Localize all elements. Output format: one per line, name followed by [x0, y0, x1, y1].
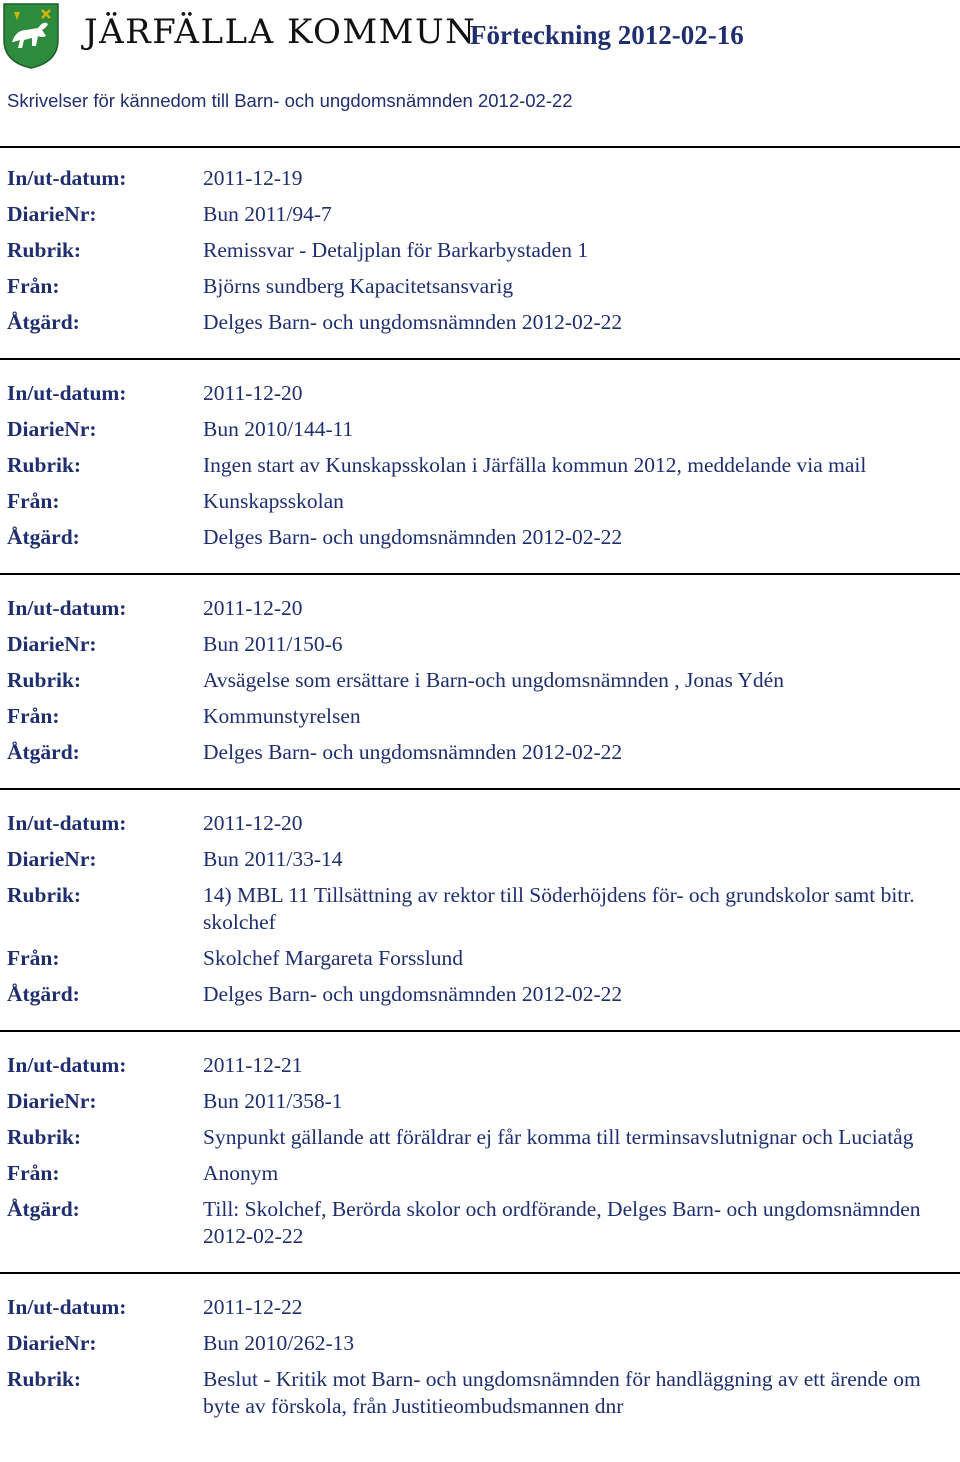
rubrik-label: Rubrik:: [7, 883, 82, 907]
atgard-value: Delges Barn- och ungdomsnämnden 2012-02-22: [203, 525, 623, 549]
document-header: [0, 0, 960, 80]
date-value: 2011-12-21: [203, 1053, 303, 1077]
fran-value: Kommunstyrelsen: [203, 704, 361, 728]
atgard-value: Till: Skolchef, Berörda skolor och ordförande, Delges Barn- och ungdomsnämnden 2012-02-22: [203, 1197, 921, 1248]
fran-label: Från:: [7, 1161, 60, 1185]
diarie-value: Bun 2011/94-7: [203, 202, 332, 226]
date-label: In/ut-datum:: [7, 381, 127, 405]
diarie-label: DiarieNr:: [7, 202, 97, 226]
diarie-label: DiarieNr:: [7, 847, 97, 871]
date-label: In/ut-datum:: [7, 1295, 127, 1319]
fran-label: Från:: [7, 274, 60, 298]
rubrik-value: Avsägelse som ersättare i Barn-och ungdomsnämnden , Jonas Ydén: [203, 668, 784, 692]
atgard-label: Åtgärd:: [7, 310, 80, 334]
record-item: [0, 1294, 960, 1442]
document-subtitle: Skrivelser för kännedom till Barn- och ungdomsnämnden 2012-02-22: [7, 90, 573, 111]
atgard-label: Åtgärd:: [7, 740, 80, 764]
date-label: In/ut-datum:: [7, 811, 127, 835]
diarie-value: Bun 2011/150-6: [203, 632, 343, 656]
fran-value: Skolchef Margareta Forsslund: [203, 946, 463, 970]
fran-value: Kunskapsskolan: [203, 489, 344, 513]
date-value: 2011-12-19: [203, 166, 303, 190]
rubrik-value: Remissvar - Detaljplan för Barkarbystaden 1: [203, 238, 589, 262]
diarie-label: DiarieNr:: [7, 417, 97, 441]
atgard-value: Delges Barn- och ungdomsnämnden 2012-02-22: [203, 310, 623, 334]
atgard-label: Åtgärd:: [7, 525, 80, 549]
atgard-value: Delges Barn- och ungdomsnämnden 2012-02-22: [203, 740, 623, 764]
diarie-label: DiarieNr:: [7, 1331, 97, 1355]
record-item: [0, 380, 960, 575]
document-title: Förteckning 2012-02-16: [470, 20, 744, 50]
date-label: In/ut-datum:: [7, 1053, 127, 1077]
fran-label: Från:: [7, 489, 60, 513]
date-value: 2011-12-20: [203, 381, 303, 405]
diarie-label: DiarieNr:: [7, 1089, 97, 1113]
atgard-value: Delges Barn- och ungdomsnämnden 2012-02-22: [203, 982, 623, 1006]
record-item: [0, 595, 960, 790]
rubrik-value: Synpunkt gällande att föräldrar ej får komma till terminsavslutnignar och Luciatåg: [203, 1125, 914, 1149]
rubrik-value: Beslut - Kritik mot Barn- och ungdomsnämnden för handläggning av ett ärende om byte av förskola, från Justitieombudsmannen dnr: [203, 1367, 921, 1418]
atgard-label: Åtgärd:: [7, 982, 80, 1006]
fran-label: Från:: [7, 704, 60, 728]
rubrik-value: 14) MBL 11 Tillsättning av rektor till Söderhöjdens för- och grundskolor samt bitr. skolchef: [203, 883, 915, 934]
date-value: 2011-12-20: [203, 596, 303, 620]
records-list: [0, 165, 960, 1462]
diarie-value: Bun 2011/33-14: [203, 847, 343, 871]
date-label: In/ut-datum:: [7, 596, 127, 620]
rubrik-label: Rubrik:: [7, 1125, 82, 1149]
rubrik-value: Ingen start av Kunskapsskolan i Järfälla kommun 2012, meddelande via mail: [203, 453, 867, 477]
diarie-value: Bun 2010/262-13: [203, 1331, 355, 1355]
record-item: [0, 810, 960, 1032]
rubrik-label: Rubrik:: [7, 1367, 82, 1391]
fran-value: Björns sundberg Kapacitetsansvarig: [203, 274, 514, 298]
fran-value: Anonym: [203, 1161, 279, 1185]
municipality-name: JÄRFÄLLA KOMMUN: [84, 12, 477, 52]
rubrik-label: Rubrik:: [7, 453, 82, 477]
diarie-value: Bun 2010/144-11: [203, 417, 354, 441]
record-item: [0, 165, 960, 360]
diarie-label: DiarieNr:: [7, 632, 97, 656]
fran-label: Från:: [7, 946, 60, 970]
date-value: 2011-12-22: [203, 1295, 303, 1319]
record-item: [0, 1052, 960, 1274]
diarie-value: Bun 2011/358-1: [203, 1089, 343, 1113]
rubrik-label: Rubrik:: [7, 668, 82, 692]
atgard-label: Åtgärd:: [7, 1197, 80, 1221]
date-label: In/ut-datum:: [7, 166, 127, 190]
header-divider: [0, 146, 960, 148]
date-value: 2011-12-20: [203, 811, 303, 835]
rubrik-label: Rubrik:: [7, 238, 82, 262]
coat-of-arms-logo: [2, 2, 60, 70]
